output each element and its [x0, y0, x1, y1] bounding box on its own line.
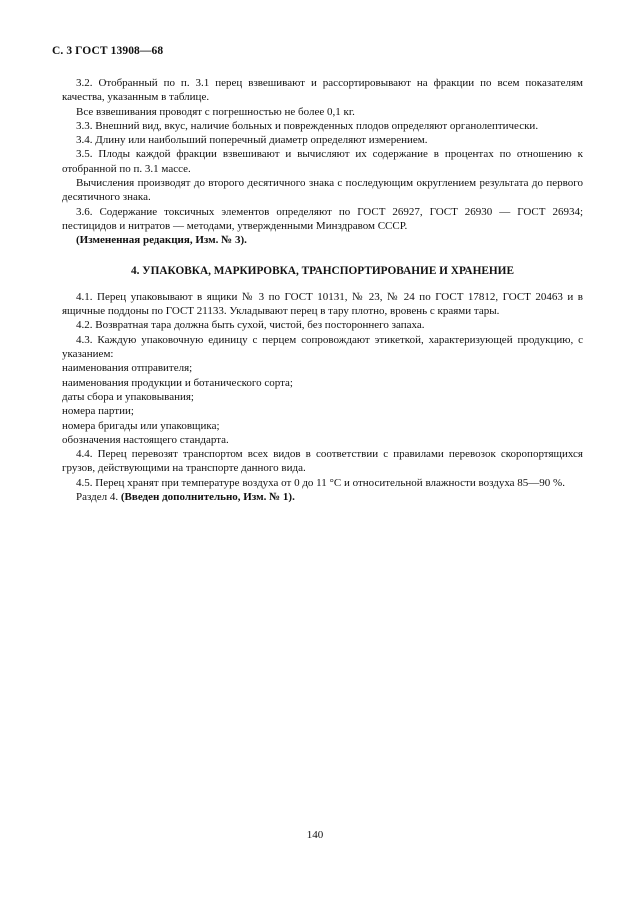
amendment-note-1: (Введен дополнительно, Изм. № 1).: [120, 491, 295, 504]
paragraph-4-1: 4.1. Перец упаковывают в ящики № 3 по ГОСТ 10131, № 23, № 24 по ГОСТ 17812, ГОСТ 20463 и в ящичные поддоны по ГОСТ 21133. Укладывают перец в тару плотно, вровень с краями тары.: [62, 290, 583, 318]
document-body: [62, 76, 583, 504]
paragraph-3-3: 3.3. Внешний вид, вкус, наличие больных и поврежденных плодов определяют органолептически.: [76, 119, 539, 132]
paragraph-3-4: 3.4. Длину или наибольший поперечный диаметр определяют измерением.: [76, 134, 428, 147]
list-item: обозначения настоящего стандарта.: [62, 433, 229, 446]
paragraph-3-5: 3.5. Плоды каждой фракции взвешивают и вычисляют их содержание в процентах по отношению к отобранной по п. 3.1 массе.: [62, 148, 583, 175]
page-number: 140: [306, 829, 324, 841]
amendment-note-3: (Измененная редакция, Изм. № 3).: [76, 234, 247, 247]
paragraph-4-3: 4.3. Каждую упаковочную единицу с перцем сопровождают этикеткой, характеризующей продукцию, с указанием:: [62, 333, 583, 361]
paragraph-calculations: Вычисления производят до второго десятичного знака с последующим округлением результата до первого десятичного знака.: [62, 177, 583, 204]
paragraph-4-5: 4.5. Перец хранят при температуре воздуха от 0 до 11 °С и относительной влажности воздуха 85—90 %.: [76, 476, 565, 489]
paragraph-4-2: 4.2. Возвратная тара должна быть сухой, чистой, без постороннего запаха.: [76, 319, 425, 332]
paragraph-3-6: 3.6. Содержание токсичных элементов определяют по ГОСТ 26927, ГОСТ 26930 — ГОСТ 26934; пестицидов и нитратов — методами, утвержденными Минздравом СССР.: [62, 205, 583, 232]
paragraph-4-4: 4.4. Перец перевозят транспортом всех видов в соответствии с правилами перевозок скоропортящихся грузов, действующими на транспорте данного вида.: [62, 448, 583, 475]
list-item: номера бригады или упаковщика;: [62, 419, 220, 432]
section-4-heading: 4. УПАКОВКА, МАРКИРОВКА, ТРАНСПОРТИРОВАНИЕ И ХРАНЕНИЕ: [131, 264, 514, 277]
paragraph-weighing: Все взвешивания проводят с погрешностью не более 0,1 кг.: [76, 105, 355, 118]
list-item: даты сбора и упаковывания;: [62, 390, 194, 403]
list-item: номера партии;: [62, 405, 134, 418]
list-item: наименования отправителя;: [62, 362, 193, 375]
section-4-note-prefix: Раздел 4.: [76, 491, 121, 504]
paragraph-3-2: 3.2. Отобранный по п. 3.1 перец взвешивают и рассортировывают на фракции по всем показателям качества, указанным в таблице.: [62, 77, 583, 104]
list-item: наименования продукции и ботанического сорта;: [62, 376, 293, 389]
section-4-note: [62, 490, 583, 504]
page-header: С. 3 ГОСТ 13908—68: [52, 45, 164, 57]
